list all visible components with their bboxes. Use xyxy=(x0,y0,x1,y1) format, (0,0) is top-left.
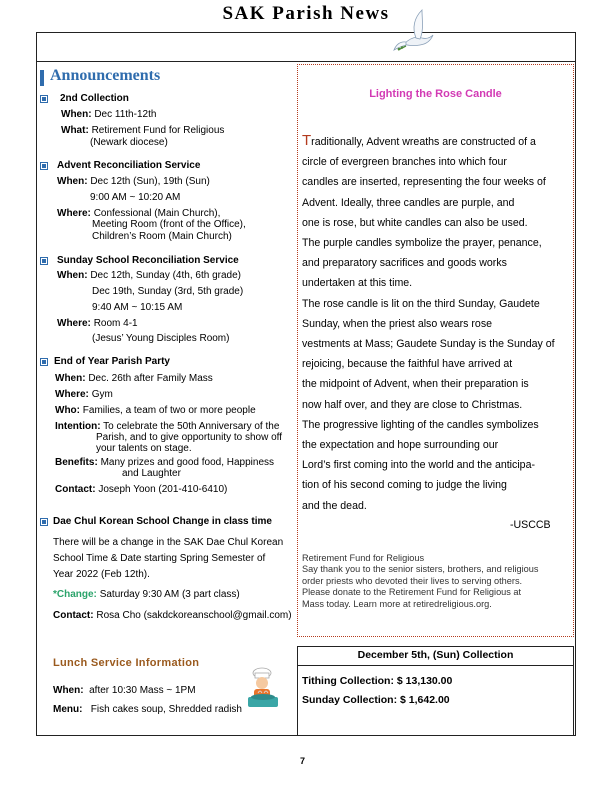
dove-icon xyxy=(390,8,440,58)
rose-line: The progressive lighting of the candles symbolizes xyxy=(302,418,539,431)
advent-where-3: Children’s Room (Main Church) xyxy=(92,231,232,242)
party-benefits: Benefits: Many prizes and good food, Happiness xyxy=(55,457,275,468)
korean-school-contact: Contact: Rosa Cho (sakdckoreanschool@gmail.com) xyxy=(53,610,292,621)
party-intention-3: your talents on stage. xyxy=(96,443,192,454)
party-intention-2: Parish, and to give opportunity to show off xyxy=(96,432,283,443)
rose-line: tion of his second coming to judge the living xyxy=(302,479,507,492)
korean-school-line-2: School Time & Date starting Spring Semester of xyxy=(53,553,266,564)
korean-school-line-1: There will be a change in the SAK Dae Chul Korean xyxy=(53,537,284,548)
party-who: Who: Families, a team of two or more people xyxy=(55,405,256,416)
rose-line: Sunday, when the priest also wears rose xyxy=(302,317,493,330)
retirement-fund-note xyxy=(302,553,574,610)
lunch-when: When: after 10:30 Mass ~ 1PM xyxy=(53,685,196,696)
korean-school-line-3: Year 2022 (Feb 12th). xyxy=(53,569,150,580)
rose-line: vestments at Mass; Gaudete Sunday is the Sunday of xyxy=(302,338,555,351)
retirement-line: Mass today. Learn more at retiredreligious.org. xyxy=(302,598,492,609)
rose-candle-body xyxy=(302,131,574,516)
sunday-school-where: Where: Room 4-1 xyxy=(57,318,138,329)
rose-line: circle of evergreen branches into which four xyxy=(302,156,507,169)
advent-reconciliation-title: Advent Reconciliation Service xyxy=(57,160,201,171)
sunday-school-title: Sunday School Reconciliation Service xyxy=(57,255,239,266)
lunch-title: Lunch Service Information xyxy=(53,657,200,669)
attribution: -USCCB xyxy=(510,519,551,531)
retirement-line: Please donate to the Retirement Fund for Religious at xyxy=(302,587,522,598)
korean-school-title: Dae Chul Korean School Change in class time xyxy=(53,516,272,527)
tithing-collection: Tithing Collection: $ 13,130.00 xyxy=(302,675,453,687)
advent-where: Where: Confessional (Main Church), xyxy=(57,208,221,219)
party-when: When: Dec. 26th after Family Mass xyxy=(55,373,213,384)
rose-line: rejoicing, because the faithful have arrived at xyxy=(302,358,513,371)
retirement-title: Retirement Fund for Religious xyxy=(302,553,425,563)
second-collection-what-2: (Newark diocese) xyxy=(90,137,168,148)
rose-line: candles are inserted, representing the four weeks of xyxy=(302,176,546,189)
chef-cooking-icon xyxy=(244,665,284,715)
rose-line: The purple candles symbolize the prayer, penance, xyxy=(302,237,542,250)
bullet-icon xyxy=(40,358,48,366)
party-intention: Intention: To celebrate the 50th Anniversary of the xyxy=(55,421,280,432)
heading-accent-bar xyxy=(40,70,44,86)
announcements-heading: Announcements xyxy=(50,67,161,84)
second-collection-when: When: Dec 11th-12th xyxy=(61,109,157,120)
sunday-school-time: 9:40 AM ~ 10:15 AM xyxy=(92,302,183,313)
rose-line-0: Traditionally, Advent wreaths are constructed of a xyxy=(302,132,536,149)
rose-line: Lord’s first coming into the world and the anticipa- xyxy=(302,459,535,472)
rose-line: The rose candle is lit on the third Sunday, Gaudete xyxy=(302,297,540,310)
bullet-icon xyxy=(40,257,48,265)
rose-line: now half over, and they are close to Christmas. xyxy=(302,398,523,411)
rose-line: undertaken at this time. xyxy=(302,277,413,290)
second-collection-what: What: Retirement Fund for Religious xyxy=(61,125,225,136)
advent-where-2: Meeting Room (front of the Office), xyxy=(92,219,246,230)
party-title: End of Year Parish Party xyxy=(54,356,170,367)
second-collection-title: 2nd Collection xyxy=(60,93,129,104)
collection-heading: December 5th, (Sun) Collection xyxy=(297,646,574,666)
rose-line: the midpoint of Advent, when their preparation is xyxy=(302,378,529,391)
party-benefits-2: and Laughter xyxy=(122,468,181,479)
bullet-icon xyxy=(40,162,48,170)
bullet-icon xyxy=(40,95,48,103)
sunday-school-when-2: Dec 19th, Sunday (3rd, 5th grade) xyxy=(92,286,244,297)
rose-line: Advent. Ideally, three candles are purple, and xyxy=(302,196,515,209)
retirement-line: order priests who devoted their lives to serving others. xyxy=(302,575,523,586)
lunch-menu: Menu: Fish cakes soup, Shredded radish xyxy=(53,704,242,715)
sunday-collection: Sunday Collection: $ 1,642.00 xyxy=(302,694,450,706)
newsletter-title: SAK Parish News xyxy=(222,3,390,24)
korean-school-change: *Change: Saturday 9:30 AM (3 part class) xyxy=(53,589,240,600)
advent-when: When: Dec 12th (Sun), 19th (Sun) xyxy=(57,176,210,187)
rose-line: and the dead. xyxy=(302,499,367,512)
masthead xyxy=(36,32,576,62)
rose-line: the expectation and hope surrounding our xyxy=(302,439,499,452)
sunday-school-when: When: Dec 12th, Sunday (4th, 6th grade) xyxy=(57,270,241,281)
rose-line: and preparatory sacrifices and goods works xyxy=(302,257,507,270)
page-number: 7 xyxy=(300,756,306,766)
party-contact: Contact: Joseph Yoon (201-410-6410) xyxy=(55,484,228,495)
retirement-line: Say thank you to the senior sisters, brothers, and religious xyxy=(302,564,539,575)
party-where: Where: Gym xyxy=(55,389,113,400)
sunday-school-where-2: (Jesus’ Young Disciples Room) xyxy=(92,333,230,344)
rose-candle-title: Lighting the Rose Candle xyxy=(369,88,502,100)
rose-line: one is rose, but white candles can also be used. xyxy=(302,216,528,229)
bullet-icon xyxy=(40,518,48,526)
advent-time: 9:00 AM ~ 10:20 AM xyxy=(90,192,181,203)
